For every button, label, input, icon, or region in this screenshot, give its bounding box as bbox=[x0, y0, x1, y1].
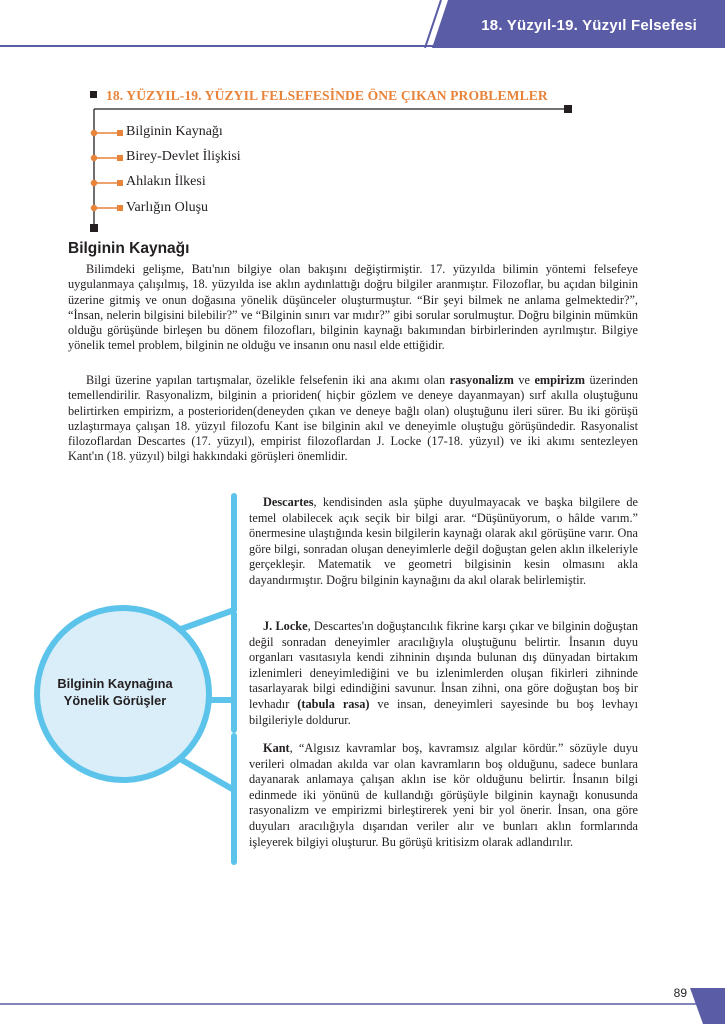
opinion-locke: J. Locke, Descartes'ın doğuştancılık fikrine karşı çıkar ve bilginin doğuştan değil sonradan deneyimler aracılığıyla oluştuğunu belirtir. İnsanın duyu organları vasıtasıyla kendi zihninin dışında bulunan dış dünyadan birtakım izlenimleri deneyimlediğini ve bu izlenimlerden oluşan fikirleri zihninde tasarlayarak bilgi edindiğini savunur. İnsan zihni, ona göre doğuştan boş bir levhadır (tabula rasa) ve insan, deneyimleri sayesinde bu boş levhayı bilgileriyle doldurur. bbox=[249, 619, 638, 727]
opinion-descartes: Descartes, kendisinden asla şüphe duyulmayacak ve başka bilgilere de temel olabilecek açık seçik bir bilgi arar. “Düşünüyorum, o hâlde varım.” önermesine ulaştığında kesin bilgilerin kaynağı olarak akıl görüşüne varır. Ona göre bilgi, sonradan oluşan deneyimlerle değil doğuştan gelen aklın ilkeleriyle gerçekleşir. Matematik ve geometri bilgisinin kesin olmasını akla dayandırmıştır. Doğru bilginin kaynağını da akıl olarak belirlemiştir. bbox=[249, 495, 638, 587]
topic-item: Varlığın Oluşu bbox=[126, 200, 209, 215]
heading-bullet bbox=[90, 91, 97, 98]
circle-label: Bilginin Kaynağına Yönelik Görüşler bbox=[57, 676, 173, 708]
term-tabula-rasa: (tabula rasa) bbox=[297, 696, 370, 711]
tree-end-square bbox=[564, 105, 572, 113]
paragraph-intro: Bilimdeki gelişme, Batı'nın bilgiye olan bakışını değiştirmiştir. 17. yüzyılda bilimin yöntemi felsefeye uygulanmaya çalışılmış, 18. yüzyılda ise aklın aydınlattığı doğru bilgiler aranmıştır. Filozoflar, bu açıdan bilginin üzerine gitmiş ve onun doğasına yönelik düşünceler oluşturmuştur. “Bir şeyi bilmek ne anlama gelmektedir?”, “İnsan, nelerin bilgisini bilebilir?” ve “Bilginin sınırı var mıdır?” gibi sorular sorulmuştur. Doğru bilginin mümkün olduğu görüşünde birleşen bu dönem filozofları, bilginin kaynağı bakımından birbirlerinden ayrılmıştır. Bilgiye yönelik temel problem, bilginin ne olduğu ve insanın onu nasıl elde ettiğidir. bbox=[68, 262, 638, 353]
topic-item: Ahlakın İlkesi bbox=[126, 174, 206, 189]
paragraph-schools: Bilgi üzerine yapılan tartışmalar, özelikle felsefenin iki ana akımı olan rasyonalizm ve empirizm üzerinden temellendirilir. Rasyonalizm, bilginin a prioriden( hiçbir gözlem ve deneye dayanmayan) sırf akılla oluştuğunu belirtirken empirizm, a posterioriden(deneyden çıkan ve deneye bağlı olan) oluştuğunu ileri sürer. Bu iki görüşü uzlaştırmaya çalışan 18. yüzyıl filozofu Kant ise bilginin akıl ve deneyimle oluştuğu görüşündedir. Rasyonalist filozoflardan Descartes (17. yüzyıl), empirist filozoflardan J. Locke (17-18. yüzyıl) ve iki akımı sentezleyen Kant'ın (18. yüzyıl) bilgi hakkındaki görüşleri önemlidir. bbox=[68, 373, 638, 464]
section-heading: 18. YÜZYIL-19. YÜZYIL FELSEFESİNDE ÖNE ÇIKAN PROBLEMLER bbox=[106, 88, 548, 103]
topic-item: Bilginin Kaynağı bbox=[126, 124, 223, 139]
topic-item: Birey-Devlet İlişkisi bbox=[126, 149, 241, 164]
philosopher-name: J. Locke bbox=[263, 619, 308, 633]
term-empirizm: empirizm bbox=[534, 373, 586, 387]
opinion-kant: Kant, “Algısız kavramlar boş, kavramsız algılar kördür.” sözüyle duyu verileri olmadan akılda var olan kavramların boş olduğunu, sadece bunlara dayanarak anlamaya çalışan aklın ise kör olduğunu belirtir. İnsanın bilgi edinmede iki yönünü de kullandığı görüşüyle bilginin kaynağı konusunda rasyonalizm ve empirizmi birleştirerek yeni bir yol önerir. İnsan, ona göre duyuları aracılığıyla dışarıdan veriler alır ve bunları aklın formlarında işleyerek bilgiyi oluşturur. Bu görüşü kritisizm olarak adlandırılır. bbox=[249, 741, 638, 849]
footer-band bbox=[0, 988, 725, 1024]
subheading: Bilginin Kaynağı bbox=[68, 240, 190, 257]
page-number: 89 bbox=[673, 986, 687, 1000]
philosopher-name: Descartes bbox=[263, 495, 314, 509]
philosopher-name: Kant bbox=[263, 741, 290, 755]
term-rasyonalizm: rasyonalizm bbox=[449, 373, 514, 387]
chapter-title: 18. Yüzyıl-19. Yüzyıl Felsefesi bbox=[481, 17, 697, 34]
tree-start-square bbox=[90, 224, 98, 232]
